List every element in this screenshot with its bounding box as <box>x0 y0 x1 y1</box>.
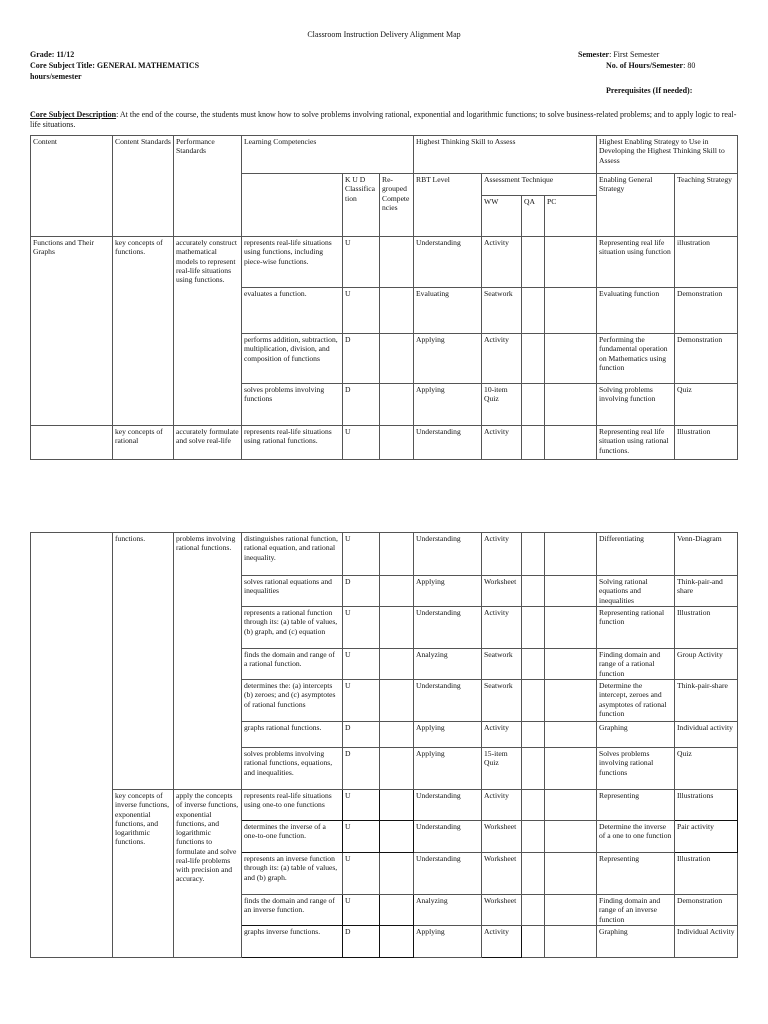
cell-competency: finds the domain and range of a rational function. <box>242 649 343 680</box>
cell-enabling: Solving problems involving function <box>597 384 675 426</box>
cell-qa <box>522 384 545 426</box>
cell-kud: D <box>343 722 380 748</box>
alignment-table-page1 <box>30 135 738 460</box>
header-pc: PC <box>545 196 597 237</box>
cell-enabling: Representing rational function <box>597 607 675 649</box>
prerequisites: Prerequisites (If needed): <box>606 86 693 95</box>
cell-ww: Activity <box>482 607 522 649</box>
table-row <box>31 426 738 460</box>
cell-ww: Activity <box>482 790 522 821</box>
cell-pc <box>545 576 597 607</box>
cell-rbt: Understanding <box>414 821 482 853</box>
cell-pc <box>545 426 597 460</box>
subject-label: Core Subject Title <box>30 61 93 70</box>
cell-regrouped <box>380 926 414 958</box>
cell-kud: U <box>343 237 380 288</box>
cell-enabling: Performing the fundamental operation on Mathematics using function <box>597 334 675 384</box>
cell-pc <box>545 680 597 722</box>
alignment-table-page2 <box>30 532 738 958</box>
cell-enabling: Representing <box>597 853 675 895</box>
semester-line <box>578 50 659 60</box>
cell-ww: Activity <box>482 237 522 288</box>
cell-regrouped <box>380 722 414 748</box>
cell-kud: U <box>343 426 380 460</box>
cell-ww: Worksheet <box>482 853 522 895</box>
header-lc-blank <box>242 174 343 237</box>
header-regrouped: Re-grouped Competencies <box>380 174 414 237</box>
cell-enabling: Graphing <box>597 722 675 748</box>
header-learning-competencies: Learning Competencies <box>242 136 414 174</box>
cell-teaching: Individual activity <box>675 722 738 748</box>
table-row <box>31 237 738 288</box>
cell-enabling: Differentiating <box>597 533 675 576</box>
cell-kud: D <box>343 748 380 790</box>
header-performance-standards: Performance Standards <box>174 136 242 237</box>
header-qa: QA <box>522 196 545 237</box>
cell-competency: graphs inverse functions. <box>242 926 343 958</box>
cell-competency: determines the inverse of a one-to-one function. <box>242 821 343 853</box>
cell-content-standard: key concepts of inverse functions, exponential functions, and logarithmic functions. <box>113 790 174 958</box>
cell-regrouped <box>380 680 414 722</box>
cell-regrouped <box>380 748 414 790</box>
cell-kud: U <box>343 790 380 821</box>
cell-qa <box>522 607 545 649</box>
cell-regrouped <box>380 790 414 821</box>
cell-teaching: Quiz <box>675 384 738 426</box>
cell-teaching: Illustrations <box>675 790 738 821</box>
cell-pc <box>545 288 597 334</box>
cell-rbt: Applying <box>414 926 482 958</box>
cell-kud: U <box>343 649 380 680</box>
cell-teaching: Pair activity <box>675 821 738 853</box>
cell-enabling: Representing real life situation using rational functions. <box>597 426 675 460</box>
cell-regrouped <box>380 895 414 926</box>
cell-qa <box>522 680 545 722</box>
cell-rbt: Applying <box>414 384 482 426</box>
cell-regrouped <box>380 334 414 384</box>
cell-pc <box>545 790 597 821</box>
cell-qa <box>522 334 545 384</box>
cell-qa <box>522 821 545 853</box>
cell-pc <box>545 384 597 426</box>
cell-performance-standard: apply the concepts of inverse functions, exponential functions, and logarithmic functions to formulate and solve real-life problems with precision and accuracy. <box>174 790 242 958</box>
cell-ww: 10-item Quiz <box>482 384 522 426</box>
cell-kud: U <box>343 895 380 926</box>
cell-rbt: Applying <box>414 748 482 790</box>
cell-kud: U <box>343 288 380 334</box>
header-ww: WW <box>482 196 522 237</box>
cell-competency: represents a rational function through its: (a) table of values, (b) graph, and (c) equation <box>242 607 343 649</box>
header-content: Content <box>31 136 113 237</box>
cell-kud: U <box>343 607 380 649</box>
cell-rbt: Understanding <box>414 426 482 460</box>
cell-pc <box>545 607 597 649</box>
cell-teaching: Venn-Diagram <box>675 533 738 576</box>
cell-ww: Activity <box>482 533 522 576</box>
grade-line <box>30 50 74 60</box>
subject-value: : GENERAL MATHEMATICS <box>92 61 200 70</box>
cell-rbt: Understanding <box>414 853 482 895</box>
description-label: Core Subject Description <box>30 110 117 119</box>
cell-content-standard: key concepts of functions. <box>113 237 174 426</box>
cell-ww: Activity <box>482 926 522 958</box>
cell-qa <box>522 288 545 334</box>
cell-teaching: Think-pair-share <box>675 680 738 722</box>
cell-rbt: Evaluating <box>414 288 482 334</box>
cell-rbt: Understanding <box>414 237 482 288</box>
cell-kud: D <box>343 926 380 958</box>
cell-teaching: Quiz <box>675 748 738 790</box>
cell-rbt: Applying <box>414 576 482 607</box>
cell-qa <box>522 426 545 460</box>
cell-pc <box>545 821 597 853</box>
cell-competency: distinguishes rational function, rational equation, and rational inequality. <box>242 533 343 576</box>
cell-kud: D <box>343 576 380 607</box>
cell-ww: Activity <box>482 334 522 384</box>
cell-content-standard: key concepts of rational <box>113 426 174 460</box>
cell-ww: Seatwork <box>482 288 522 334</box>
cell-enabling: Evaluating function <box>597 288 675 334</box>
cell-ww: Worksheet <box>482 576 522 607</box>
cell-pc <box>545 926 597 958</box>
cell-pc <box>545 853 597 895</box>
cell-competency: represents an inverse function through its: (a) table of values, and (b) graph. <box>242 853 343 895</box>
cell-regrouped <box>380 384 414 426</box>
hours-line <box>606 61 695 71</box>
cell-enabling: Representing <box>597 790 675 821</box>
cell-pc <box>545 748 597 790</box>
grade-value: : 11/12 <box>51 50 75 59</box>
cell-kud: U <box>343 533 380 576</box>
cell-enabling: Determine the intercept, zeroes and asymptotes of rational function <box>597 680 675 722</box>
cell-performance-standard: accurately construct mathematical models to represent real-life situations using functions. <box>174 237 242 426</box>
cell-competency: represents real-life situations using functions, including piece-wise functions. <box>242 237 343 288</box>
cell-regrouped <box>380 576 414 607</box>
description-text: : At the end of the course, the students must know how to solve problems involving rational, exponential and logarithmic functions; to solve business-related problems; and to apply logic to real-life situations. <box>30 110 737 129</box>
header-highest-enabling-strategy: Highest Enabling Strategy to Use in Developing the Highest Thinking Skill to Assess <box>597 136 738 174</box>
header-teaching-strategy: Teaching Strategy <box>675 174 738 237</box>
cell-regrouped <box>380 426 414 460</box>
cell-teaching: Demonstration <box>675 895 738 926</box>
cell-rbt: Understanding <box>414 790 482 821</box>
semester-value: : First Semester <box>609 50 660 59</box>
cell-content <box>31 533 113 958</box>
cell-content-standard: functions. <box>113 533 174 790</box>
cell-competency: represents real-life situations using one-to one functions <box>242 790 343 821</box>
cell-teaching: Demonstration <box>675 334 738 384</box>
cell-enabling: Solving rational equations and inequalities <box>597 576 675 607</box>
cell-qa <box>522 576 545 607</box>
cell-competency: evaluates a function. <box>242 288 343 334</box>
cell-rbt: Applying <box>414 722 482 748</box>
cell-qa <box>522 748 545 790</box>
cell-regrouped <box>380 853 414 895</box>
hours-semester-text: hours/semester <box>30 72 82 81</box>
semester-label: Semester <box>578 50 610 59</box>
cell-competency: solves problems involving functions <box>242 384 343 426</box>
cell-enabling: Finding domain and range of a rational function <box>597 649 675 680</box>
cell-ww: Seatwork <box>482 649 522 680</box>
cell-performance-standard: accurately formulate and solve real-life <box>174 426 242 460</box>
cell-qa <box>522 533 545 576</box>
cell-ww: Worksheet <box>482 821 522 853</box>
header-rbt-level: RBT Level <box>414 174 482 237</box>
cell-content: Functions and Their Graphs <box>31 237 113 426</box>
cell-teaching: Demonstration <box>675 288 738 334</box>
cell-regrouped <box>380 288 414 334</box>
document-title: Classroom Instruction Delivery Alignment Map <box>307 30 461 39</box>
cell-kud: U <box>343 853 380 895</box>
cell-qa <box>522 237 545 288</box>
cell-pc <box>545 895 597 926</box>
cell-rbt: Analyzing <box>414 649 482 680</box>
cell-teaching: Illustration <box>675 607 738 649</box>
cell-enabling: Finding domain and range of an inverse function <box>597 895 675 926</box>
cell-rbt: Understanding <box>414 533 482 576</box>
subject-description <box>30 110 742 130</box>
cell-regrouped <box>380 533 414 576</box>
table-row <box>31 533 738 576</box>
cell-kud: D <box>343 384 380 426</box>
cell-ww: Seatwork <box>482 680 522 722</box>
hours-semester-line <box>30 72 82 82</box>
cell-competency: performs addition, subtraction, multiplication, division, and composition of functions <box>242 334 343 384</box>
header-content-standards: Content Standards <box>113 136 174 237</box>
cell-ww: Activity <box>482 722 522 748</box>
cell-enabling: Determine the inverse of a one to one function <box>597 821 675 853</box>
cell-enabling: Graphing <box>597 926 675 958</box>
cell-enabling: Representing real life situation using function <box>597 237 675 288</box>
hours-label: No. of Hours/Semester <box>606 61 684 70</box>
cell-pc <box>545 237 597 288</box>
cell-competency: graphs rational functions. <box>242 722 343 748</box>
cell-regrouped <box>380 607 414 649</box>
cell-competency: represents real-life situations using rational functions. <box>242 426 343 460</box>
cell-competency: solves problems involving rational functions, equations, and inequalities. <box>242 748 343 790</box>
cell-teaching: Individual Activity <box>675 926 738 958</box>
cell-pc <box>545 533 597 576</box>
cell-competency: determines the: (a) intercepts (b) zeroes; and (c) asymptotes of rational functions <box>242 680 343 722</box>
cell-teaching: illustration <box>675 237 738 288</box>
subject-line <box>30 61 199 71</box>
cell-teaching: Illustration <box>675 426 738 460</box>
header-kud: K U D Classification <box>343 174 380 237</box>
cell-rbt: Understanding <box>414 680 482 722</box>
cell-regrouped <box>380 821 414 853</box>
cell-ww: Activity <box>482 426 522 460</box>
cell-performance-standard: problems involving rational functions. <box>174 533 242 790</box>
cell-teaching: Think-pair-and share <box>675 576 738 607</box>
cell-content <box>31 426 113 460</box>
cell-kud: U <box>343 680 380 722</box>
cell-rbt: Analyzing <box>414 895 482 926</box>
header-assessment-technique: Assessment Technique <box>482 174 597 196</box>
cell-pc <box>545 722 597 748</box>
cell-teaching: Group Activity <box>675 649 738 680</box>
cell-qa <box>522 790 545 821</box>
cell-pc <box>545 334 597 384</box>
cell-teaching: Illustration <box>675 853 738 895</box>
cell-qa <box>522 649 545 680</box>
cell-kud: D <box>343 334 380 384</box>
cell-competency: finds the domain and range of an inverse function. <box>242 895 343 926</box>
cell-qa <box>522 853 545 895</box>
table-row <box>31 790 738 821</box>
hours-value: : 80 <box>683 61 696 70</box>
cell-competency: solves rational equations and inequalities <box>242 576 343 607</box>
cell-ww: Worksheet <box>482 895 522 926</box>
cell-qa <box>522 926 545 958</box>
header-highest-thinking-skill: Highest Thinking Skill to Assess <box>414 136 597 174</box>
cell-pc <box>545 649 597 680</box>
cell-enabling: Solves problems involving rational functions <box>597 748 675 790</box>
cell-ww: 15-item Quiz <box>482 748 522 790</box>
cell-regrouped <box>380 237 414 288</box>
header-enabling-general: Enabling General Strategy <box>597 174 675 237</box>
cell-kud: U <box>343 821 380 853</box>
cell-qa <box>522 895 545 926</box>
cell-rbt: Applying <box>414 334 482 384</box>
grade-label: Grade <box>30 50 52 59</box>
cell-rbt: Understanding <box>414 607 482 649</box>
cell-regrouped <box>380 649 414 680</box>
cell-qa <box>522 722 545 748</box>
